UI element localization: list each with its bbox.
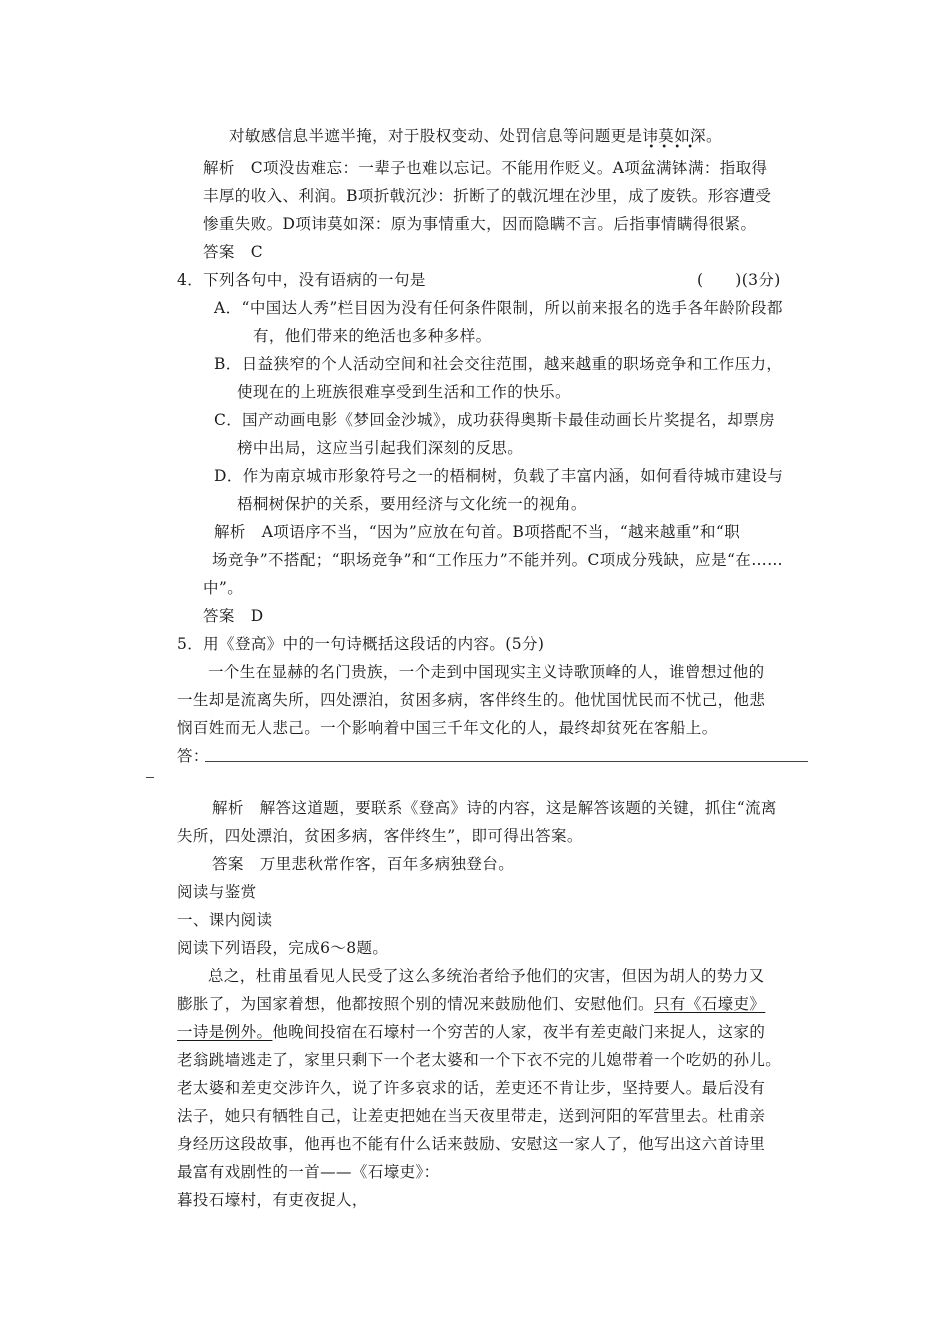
analysis-line: 解析 C项没齿难忘：一辈子也难以忘记。不能用作贬义。A项盆满钵满：指取得	[203, 159, 768, 177]
option-c-cont: 榜中出局，这应当引起我们深刻的反思。	[237, 439, 524, 457]
analysis-line: 解析 解答这道题，要联系《登高》诗的内容，这是解答该题的关键，抓住“流离	[212, 799, 777, 817]
passage-line: 悯百姓而无人悲己。一个影响着中国三千年文化的人，最终却贫死在客船上。	[177, 719, 718, 737]
option-d: D．作为南京城市形象符号之一的梧桐树，负载了丰富内涵，如何看待城市建设与	[214, 467, 784, 485]
question-4-stem: 4．下列各句中，没有语病的一句是	[177, 271, 426, 289]
passage-line: 身经历这段故事，他再也不能有什么话来鼓励、安慰这一家人了，他写出这六首诗里	[177, 1135, 766, 1153]
answer-line-text: 答案 万里悲秋常作客，百年多病独登台。	[212, 855, 515, 873]
answer-prompt: 答：	[177, 747, 209, 765]
poem-line: 暮投石壕村，有吏夜捉人，	[177, 1191, 368, 1209]
emphasis-dots: ••••	[648, 142, 700, 153]
passage-line: 一诗是例外。他晚间投宿在石壕村一个穷苦的人家，夜半有差吏敲门来捉人，这家的	[177, 1023, 766, 1041]
analysis-line: 解析 A项语序不当，“因为”应放在句首。B项搭配不当，“越来越重”和“职	[214, 523, 741, 541]
margin-dash	[146, 777, 154, 778]
option-c: C．国产动画电影《梦回金沙城》，成功获得奥斯卡最佳动画长片奖提名，却票房	[214, 411, 776, 429]
analysis-line: 失所，四处漂泊，贫困多病，客伴终生”，即可得出答案。	[177, 827, 583, 845]
emphasis-dotted-term: 讳莫如深 ••••	[642, 127, 707, 153]
instruction-line: 阅读下列语段，完成6～8题。	[177, 939, 389, 957]
option-a: A．“中国达人秀”栏目因为没有任何条件限制，所以前来报名的选手各年龄阶段都	[214, 299, 783, 317]
passage-line: 膨胀了，为国家着想，他都按照个别的情况来鼓励他们、安慰他们。只有《石壕吏》	[177, 995, 766, 1013]
passage-line: 对敏感信息半遮半掩，对于股权变动、处罚信息等问题更是讳莫如深 •••• 。	[229, 127, 722, 153]
underlined-text: 只有《石壕吏》	[654, 995, 766, 1013]
passage-line: 一生却是流离失所，四处漂泊，贫困多病，客伴终生的。他忧国忧民而不忧己，他悲	[177, 691, 766, 709]
subsection-heading: 一、课内阅读	[177, 911, 273, 929]
passage-line: 法子，她只有牺牲自己，让差吏把她在当天夜里带走，送到河阳的军营里去。杜甫亲	[177, 1107, 766, 1125]
question-5-stem: 5．用《登高》中的一句诗概括这段话的内容。(5分)	[177, 635, 545, 653]
analysis-line: 惨重失败。D项讳莫如深：原为事情重大，因而隐瞒不言。后指事情瞒得很紧。	[203, 215, 757, 233]
passage-line: 老翁跳墙逃走了，家里只剩下一个老太婆和一个下衣不完的儿媳带着一个吃奶的孙儿。	[177, 1051, 782, 1069]
underlined-text: 一诗是例外。	[177, 1023, 273, 1041]
passage-line: 总之，杜甫虽看见人民受了这么多统治者给予他们的灾害，但因为胡人的势力又	[208, 967, 765, 985]
passage-line: 一个生在显赫的名门贵族，一个走到中国现实主义诗歌顶峰的人，谁曾想过他的	[208, 663, 765, 681]
analysis-line: 中”。	[203, 579, 244, 597]
answer-line-text: 答案 D	[203, 607, 264, 625]
passage-line: 最富有戏剧性的一首——《石壕吏》：	[177, 1163, 440, 1181]
analysis-line: 场竞争”不搭配；“职场竞争”和“工作压力”不能并列。C项成分残缺，应是“在……	[212, 551, 784, 569]
answer-blank-line[interactable]	[205, 761, 808, 762]
option-b-cont: 使现在的上班族很难享受到生活和工作的快乐。	[237, 383, 571, 401]
option-d-cont: 梧桐树保护的关系，要用经济与文化统一的视角。	[237, 495, 587, 513]
question-4-blank: ( )(3分)	[697, 271, 781, 289]
passage-line: 老太婆和差吏交涉许久，说了许多哀求的话，差吏还不肯让步，坚持要人。最后没有	[177, 1079, 766, 1097]
option-b: B．日益狭窄的个人活动空间和社会交往范围，越来越重的职场竞争和工作压力，	[214, 355, 783, 373]
section-heading: 阅读与鉴赏	[177, 883, 257, 901]
analysis-line: 丰厚的收入、利润。B项折戟沉沙：折断了的戟沉埋在沙里，成了废铁。形容遭受	[203, 187, 772, 205]
answer-line-text: 答案 C	[203, 243, 263, 261]
option-a-cont: 有，他们带来的绝活也多种多样。	[253, 327, 492, 345]
